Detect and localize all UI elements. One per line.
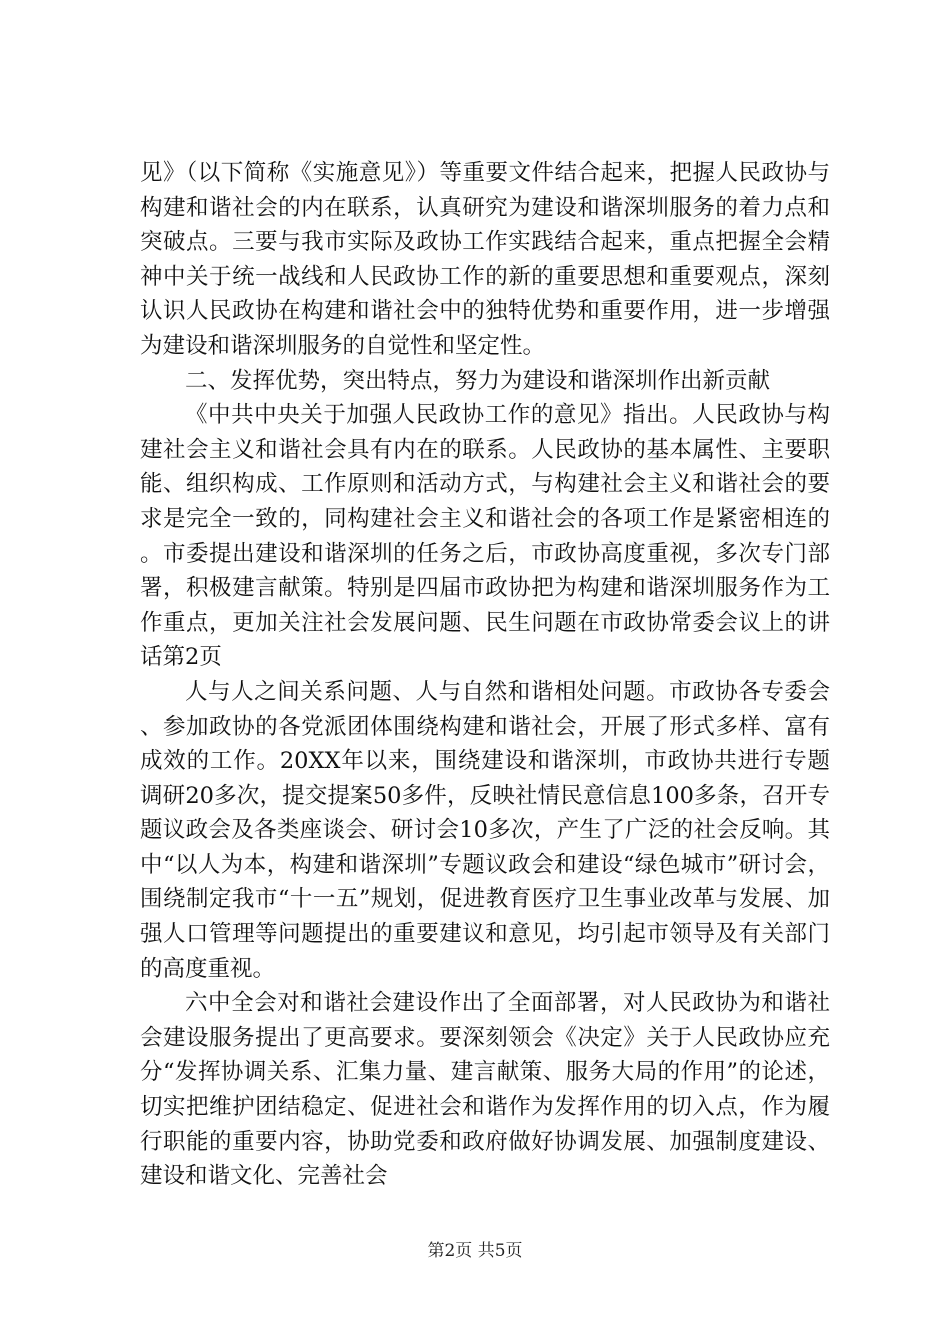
paragraph: 六中全会对和谐社会建设作出了全面部署，对人民政协为和谐社会建设服务提出了更高要求。要深刻领会《决定》关于人民政协应充分“发挥协调关系、汇集力量、建言献策、服务大局的作用”的论述，切实把维护团结稳定、促进社会和谐作为发挥作用的切入点，作为履行职能的重要内容，协助党委和政府做好协调发展、加强制度建设、建设和谐文化、完善社会	[140, 990, 830, 1190]
paragraph-continuation: 见》（以下简称《实施意见》）等重要文件结合起来，把握人民政协与构建和谐社会的内在联系，认真研究为建设和谐深圳服务的着力点和突破点。三要与我市实际及政协工作实践结合起来，重点把握全会精神中关于统一战线和人民政协工作的新的重要思想和重要观点，深刻认识人民政协在构建和谐社会中的独特优势和重要作用，进一步增强为建设和谐深圳服务的自觉性和坚定性。	[140, 160, 830, 359]
document-body	[140, 156, 830, 1194]
paragraph: 人与人之间关系问题、人与自然和谐相处问题。市政协各专委会、参加政协的各党派团体围绕构建和谐社会，开展了形式多样、富有成效的工作。20XX年以来，围绕建设和谐深圳，市政协共进行专题调研20多次，提交提案50多件，反映社情民意信息100多条，召开专题议政会及各类座谈会、研讨会10多次，产生了广泛的社会反响。其中“以人为本，构建和谐深圳”专题议政会和建设“绿色城市”研讨会，围绕制定我市“十一五”规划，促进教育医疗卫生事业改革与发展、加强人口管理等问题提出的重要建议和意见，均引起市领导及有关部门的高度重视。	[140, 678, 830, 982]
page-footer	[0, 1240, 950, 1262]
paragraph: 《中共中央关于加强人民政协工作的意见》指出。人民政协与构建社会主义和谐社会具有内在的联系。人民政协的基本属性、主要职能、组织构成、工作原则和活动方式，与构建社会主义和谐社会的要求是完全一致的，同构建社会主义和谐社会的各项工作是紧密相连的。市委提出建设和谐深圳的任务之后，市政协高度重视，多次专门部署，积极建言献策。特别是四届市政协把为构建和谐深圳服务作为工作重点，更加关注社会发展问题、民生问题在市政协常委会议上的讲话第2页	[140, 402, 830, 671]
section-heading: 二、发挥优势，突出特点，努力为建设和谐深圳作出新贡献	[185, 367, 771, 394]
page-number: 第2页 共5页	[427, 1241, 523, 1261]
